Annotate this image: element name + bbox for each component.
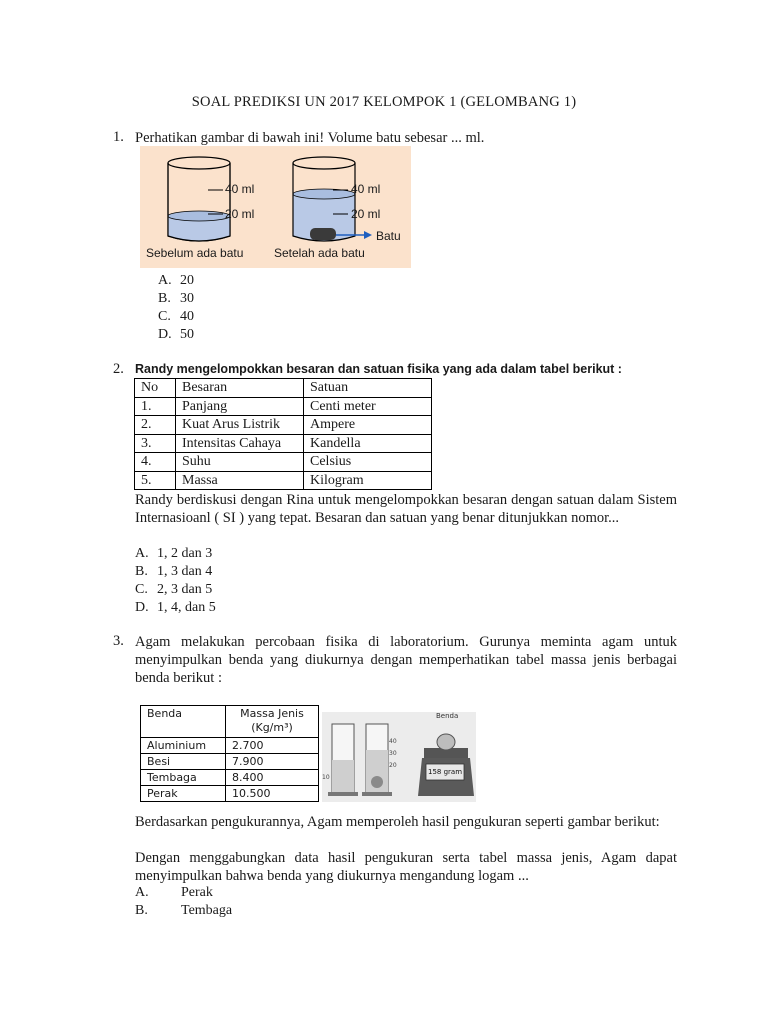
table-cell: Panjang [176, 397, 304, 416]
q1-option-b[interactable]: B. 30 [158, 291, 194, 306]
q2-option-b[interactable]: B. 1, 3 dan 4 [135, 564, 213, 579]
fig1-label-40ml-after: 40 ml [351, 182, 381, 196]
table-cell: Massa [176, 471, 304, 490]
fig3-tick-10: 10 [322, 774, 330, 781]
fig1-label-20ml-after: 20 ml [351, 207, 381, 221]
q2-options [135, 545, 216, 617]
fig1-caption-after: Setelah ada batu [274, 246, 365, 260]
q3-paragraph-2: Dengan menggabungkan data hasil pengukuran serta tabel massa jenis, Agam dapat menyimpulkan bahwa benda yang diukurnya mengandung logam ... [135, 850, 677, 884]
table-row [135, 416, 432, 435]
q3-number: 3. [113, 633, 124, 649]
q1-options [158, 272, 194, 344]
table-row [135, 397, 432, 416]
fig3-benda-label: Benda [436, 712, 459, 720]
table-cell: Intensitas Cahaya [176, 434, 304, 453]
table-cell: Kuat Arus Listrik [176, 416, 304, 435]
table-row [141, 770, 319, 786]
q2-paragraph: Randy berdiskusi dengan Rina untuk mengelompokkan besaran dengan satuan dalam Sistem Internasioanl ( SI ) yang tepat. Besaran dan satuan yang benar ditunjukkan nomor... [135, 492, 677, 526]
table-cell: 1. [135, 397, 176, 416]
table-cell: 2.700 [226, 738, 319, 754]
q2-text: Randy mengelompokkan besaran dan satuan fisika yang ada dalam tabel berikut : [135, 362, 622, 376]
q1-text: Perhatikan gambar di bawah ini! Volume batu sebesar ... ml. [135, 130, 485, 146]
table-header-cell: No [135, 379, 176, 398]
q2-table [134, 378, 432, 490]
fig1-label-stone: Batu [376, 229, 401, 243]
table-cell: 2. [135, 416, 176, 435]
table-header-cell: Benda [141, 706, 226, 738]
q3-figure [322, 712, 476, 802]
table-cell: 7.900 [226, 754, 319, 770]
table-row [141, 786, 319, 802]
page-title: SOAL PREDIKSI UN 2017 KELOMPOK 1 (GELOMBANG 1) [191, 94, 577, 110]
table-cell: Besi [141, 754, 226, 770]
table-header-cell: Satuan [304, 379, 432, 398]
table-header-cell [226, 706, 319, 738]
table-header-row [135, 379, 432, 398]
table-cell: Ampere [304, 416, 432, 435]
q3-text: Agam melakukan percobaan fisika di laboratorium. Gurunya meminta agam untuk menyimpulkan benda yang diukurnya dengan memperhatikan tabel massa jenis berbagai benda berikut : [135, 634, 677, 686]
table-header-cell: Besaran [176, 379, 304, 398]
q2-option-c[interactable]: C. 2, 3 dan 5 [135, 582, 213, 597]
table-row [141, 738, 319, 754]
q2-option-a[interactable]: A. 1, 2 dan 3 [135, 546, 213, 561]
table-cell: Aluminium [141, 738, 226, 754]
table-row [141, 754, 319, 770]
stone-shape [310, 228, 336, 240]
q1-option-d[interactable]: D. 50 [158, 327, 194, 342]
table-cell: Celsius [304, 453, 432, 472]
table-cell: 10.500 [226, 786, 319, 802]
fig1-label-40ml: 40 ml [225, 182, 255, 196]
q3-table [140, 705, 319, 802]
q3-options [135, 884, 232, 920]
q3-paragraph-1: Berdasarkan pengukurannya, Agam memperoleh hasil pengukuran seperti gambar berikut: [135, 814, 660, 830]
table-cell: 4. [135, 453, 176, 472]
density-header: Massa Jenis [240, 707, 304, 720]
q2-number: 2. [113, 361, 124, 377]
q3-option-a[interactable]: A. Perak [135, 885, 213, 900]
density-unit: (Kg/m³) [251, 721, 293, 734]
q1-option-c[interactable]: C. 40 [158, 309, 194, 324]
table-cell: Centi meter [304, 397, 432, 416]
q1-number: 1. [113, 129, 124, 145]
fig1-label-20ml: 20 ml [225, 207, 255, 221]
table-cell: Tembaga [141, 770, 226, 786]
table-cell: Kandella [304, 434, 432, 453]
table-cell: 3. [135, 434, 176, 453]
q2-option-d[interactable]: D. 1, 4, dan 5 [135, 600, 216, 615]
fig3-tick-40: 40 [389, 738, 397, 745]
fig1-caption-before: Sebelum ada batu [146, 246, 244, 260]
table-row [135, 453, 432, 472]
table-cell: 5. [135, 471, 176, 490]
q3-option-b[interactable]: B. Tembaga [135, 903, 233, 918]
fig3-scale-reading: 158 gram [428, 768, 463, 776]
table-header-row [141, 706, 319, 738]
table-cell: Suhu [176, 453, 304, 472]
table-row [135, 471, 432, 490]
cylinders-and-scale-illustration [322, 712, 476, 802]
q1-option-a[interactable]: A. 20 [158, 273, 194, 288]
table-row [135, 434, 432, 453]
table-cell: Kilogram [304, 471, 432, 490]
table-cell: Perak [141, 786, 226, 802]
fig3-tick-30: 30 [389, 750, 397, 757]
table-cell: 8.400 [226, 770, 319, 786]
fig3-tick-20: 20 [389, 762, 397, 769]
q1-figure [140, 146, 411, 268]
